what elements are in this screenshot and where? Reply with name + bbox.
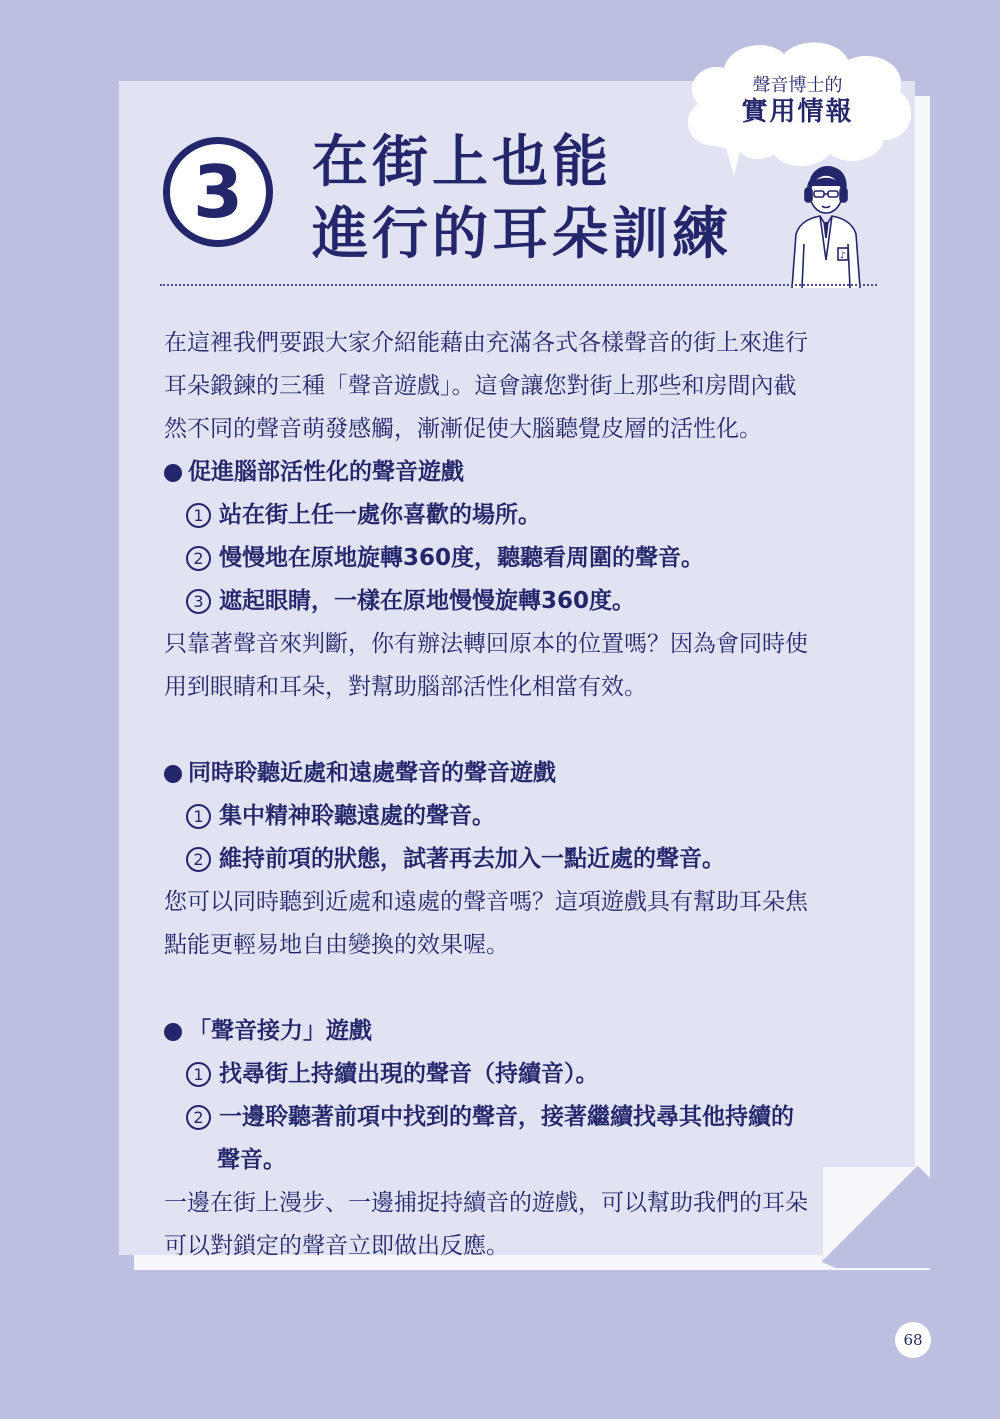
title-line-2: 進行的耳朵訓練 [312,202,732,267]
intro-line: 耳朵鍛鍊的三種「聲音遊戲」。這會讓您對街上那些和房間內截 [164,373,797,399]
step-continuation: 聲音。 [217,1147,286,1173]
step-item: 3 遮起眼睛，一樣在原地慢慢旋轉360度。 [164,580,884,623]
section-note: 一邊在街上漫步、一邊捕捉持續音的遊戲，可以幫助我們的耳朵 [164,1190,808,1216]
section-note: 只靠著聲音來判斷，你有辦法轉回原本的位置嗎？因為會同時使 [164,631,808,657]
section-note: 可以對鎖定的聲音立即做出反應。 [164,1233,509,1259]
step-number-icon: 2 [186,1105,211,1130]
section-note: 點能更輕易地自由變換的效果喔。 [164,932,509,958]
step-item: 1 集中精神聆聽遠處的聲音。 [164,795,884,838]
step-number-icon: 3 [186,589,211,614]
section-note: 用到眼睛和耳朵，對幫助腦部活性化相當有效。 [164,674,647,700]
section-number-badge [163,137,273,247]
step-item: 1 站在街上任一處你喜歡的場所。 [164,494,884,537]
step-item: 2 維持前項的狀態，試著再去加入一點近處的聲音。 [164,838,884,881]
intro-line: 然不同的聲音萌發感觸，漸漸促使大腦聽覺皮層的活性化。 [164,416,762,442]
step-item: 1 找尋街上持續出現的聲音（持續音）。 [164,1053,884,1096]
step-number-icon: 1 [186,503,211,528]
step-number-icon: 1 [186,1062,211,1087]
section-heading: 同時聆聽近處和遠處聲音的聲音遊戲 [164,752,884,795]
step-item: 2 慢慢地在原地旋轉360度，聽聽看周圍的聲音。 [164,537,884,580]
bubble-text [690,76,905,128]
intro-line: 在這裡我們要跟大家介紹能藉由充滿各式各樣聲音的街上來進行 [164,330,808,356]
bubble-title: 實用情報 [741,97,854,127]
bullet-icon [164,1023,182,1041]
section-heading: 「聲音接力」遊戲 [164,1010,884,1053]
title-line-1: 在街上也能 [312,130,612,195]
step-item: 2 一邊聆聽著前項中找到的聲音，接著繼續找尋其他持續的 [164,1096,884,1139]
step-number-icon: 2 [186,847,211,872]
section-number: 3 [192,150,244,234]
step-number-icon: 1 [186,804,211,829]
section-note: 您可以同時聽到近處和遠處的聲音嗎？這項遊戲具有幫助耳朵焦 [164,889,808,915]
section-heading: 促進腦部活性化的聲音遊戲 [164,451,884,494]
step-number-icon: 2 [186,546,211,571]
title-divider [160,284,877,286]
article-body [164,322,884,1268]
page-number: 68 [895,1322,931,1358]
bullet-icon [164,765,182,783]
bullet-icon [164,464,182,482]
bubble-subtitle: 聲音博士的 [752,75,843,96]
sound-doctor-illustration [786,160,866,288]
page-title [312,128,732,272]
svg-text:♪: ♪ [840,251,846,261]
